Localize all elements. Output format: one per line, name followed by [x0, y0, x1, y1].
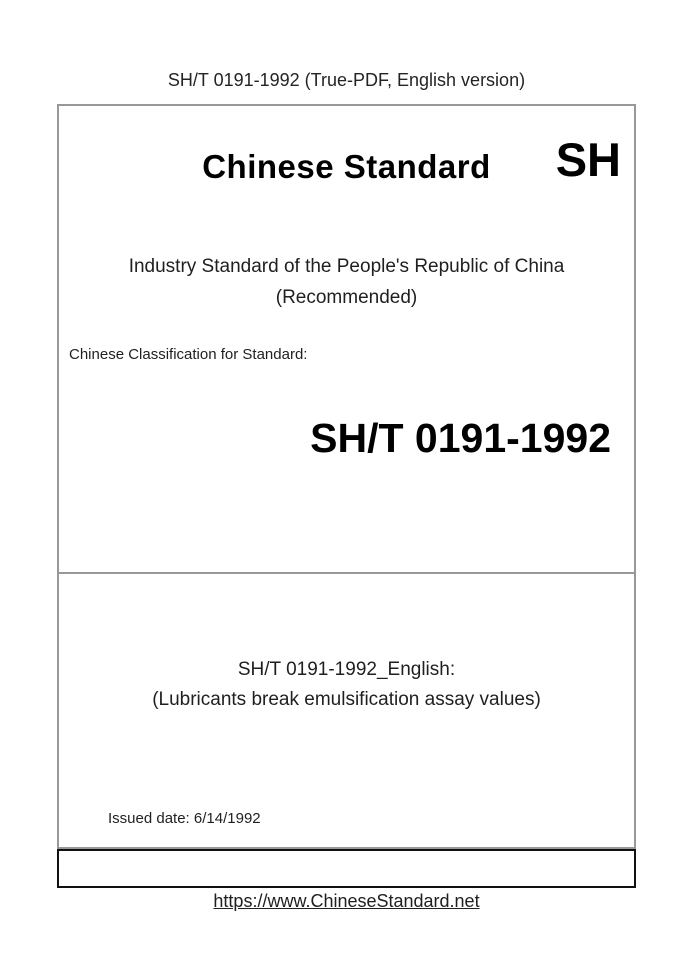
classification-label: Chinese Classification for Standard: [69, 346, 308, 363]
website-link[interactable]: https://www.ChineseStandard.net [213, 891, 480, 911]
footer-empty-box [57, 849, 636, 888]
cover-title: Chinese Standard [202, 148, 491, 185]
english-title-line-1: SH/T 0191-1992_English: [237, 659, 456, 680]
page-header-text: SH/T 0191-1992 (True-PDF, English version) [167, 70, 526, 90]
english-title-block [59, 655, 634, 715]
subtitle-line-2: (Recommended) [275, 287, 418, 308]
english-title-line-2: (Lubricants break emulsification assay values) [152, 689, 541, 710]
section-divider [59, 572, 634, 574]
subtitle-block [59, 251, 634, 313]
sh-logo: SH [555, 133, 621, 186]
standard-number: SH/T 0191-1992 [310, 415, 611, 461]
subtitle-line-1: Industry Standard of the People's Republic of China [128, 256, 565, 277]
cover-main-box [57, 104, 636, 849]
issued-date: Issued date: 6/14/1992 [108, 810, 261, 827]
footer-link-container [0, 891, 693, 912]
